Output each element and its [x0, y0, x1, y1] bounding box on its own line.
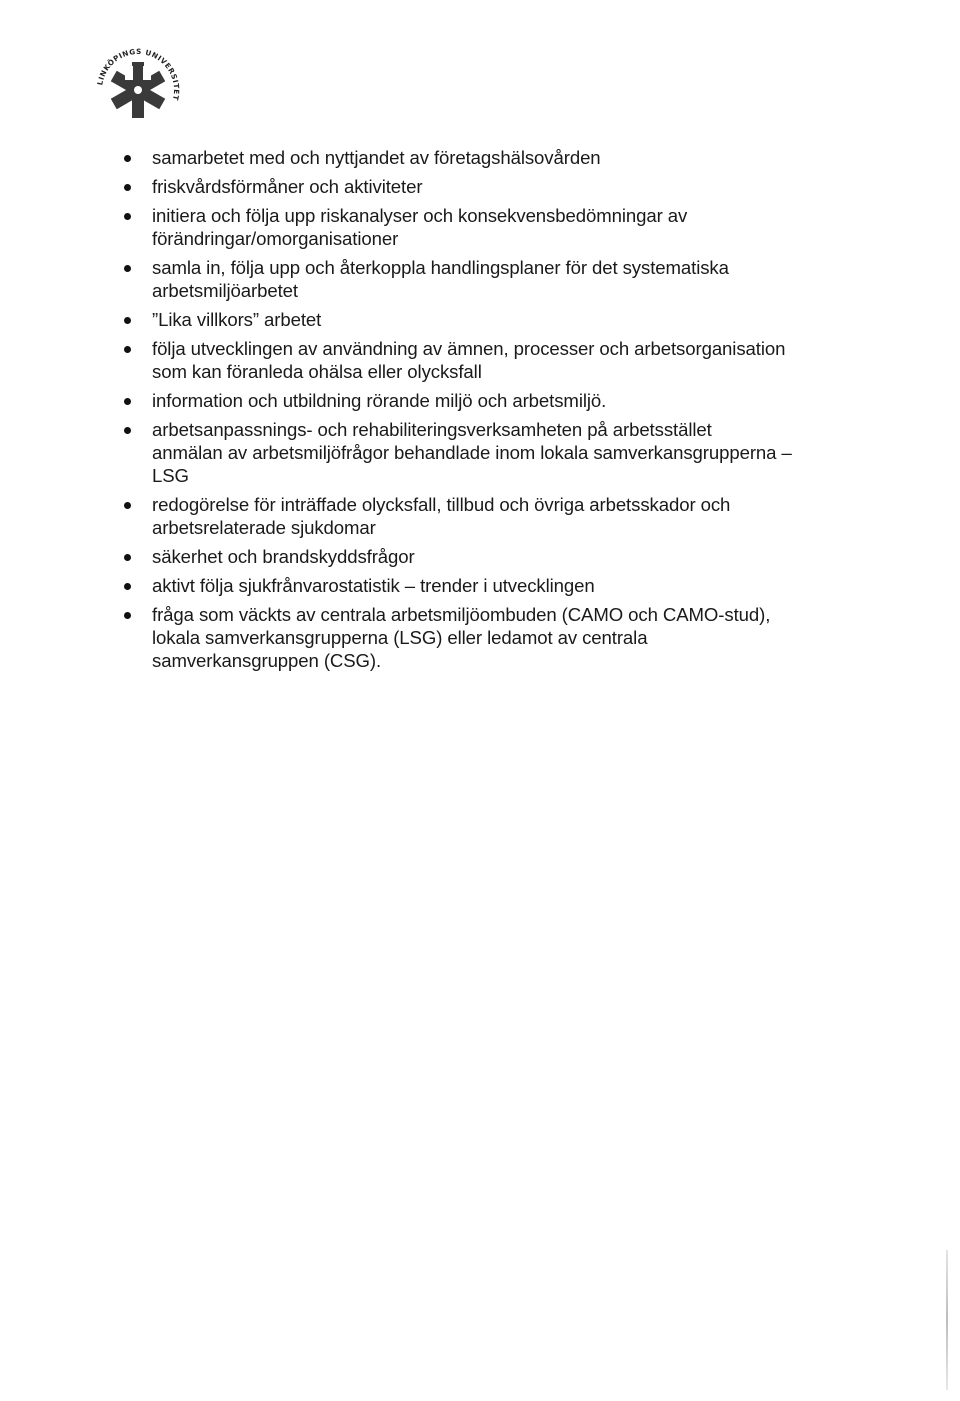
list-item — [120, 603, 880, 672]
bullet-icon — [124, 398, 131, 405]
list-item-text-line: samverkansgruppen (CSG). — [152, 650, 382, 671]
list-item — [120, 175, 880, 198]
list-item-text-line: som kan föranleda ohälsa eller olycksfall — [152, 361, 482, 382]
bullet-icon — [124, 583, 131, 590]
list-item-text-line: följa utvecklingen av användning av ämnen, processer och arbetsorganisation — [152, 338, 786, 359]
bullet-icon — [124, 554, 131, 561]
list-item-text-line: arbetsrelaterade sjukdomar — [152, 517, 376, 538]
list-item — [120, 389, 880, 412]
bullet-icon — [124, 213, 131, 220]
bullet-icon — [124, 427, 131, 434]
list-item-text-line: förändringar/omorganisationer — [152, 228, 399, 249]
list-item-text-line: aktivt följa sjukfrånvarostatistik – trender i utvecklingen — [152, 575, 595, 596]
bullet-icon — [124, 184, 131, 191]
list-item-text-line: ”Lika villkors” arbetet — [152, 309, 322, 330]
list-item-text-line: LSG — [152, 465, 189, 486]
bullet-icon — [124, 502, 131, 509]
bullet-icon — [124, 155, 131, 162]
list-item — [120, 204, 880, 250]
list-item-text-line: lokala samverkansgrupperna (LSG) eller ledamot av centrala — [152, 627, 648, 648]
list-item — [120, 574, 880, 597]
list-item — [120, 545, 880, 568]
list-item-text-line: anmälan av arbetsmiljöfrågor behandlade inom lokala samverkansgrupperna – — [152, 442, 792, 463]
list-item — [120, 337, 880, 383]
bullet-icon — [124, 612, 131, 619]
list-item — [120, 308, 880, 331]
list-item-text-line: fråga som väckts av centrala arbetsmiljöombuden (CAMO och CAMO-stud), — [152, 604, 771, 625]
list-item-text-line: säkerhet och brandskyddsfrågor — [152, 546, 415, 567]
list-item — [120, 493, 880, 539]
scan-edge-mark — [946, 1250, 948, 1390]
responsibility-list — [120, 146, 880, 678]
list-item-text-line: redogörelse för inträffade olycksfall, tillbud och övriga arbetsskador och — [152, 494, 731, 515]
list-item-text-line: friskvårdsförmåner och aktiviteter — [152, 176, 423, 197]
bullet-icon — [124, 317, 131, 324]
list-item-text-line: samla in, följa upp och återkoppla handlingsplaner för det systematiska — [152, 257, 729, 278]
list-item-text-line: arbetsmiljöarbetet — [152, 280, 298, 301]
bullet-icon — [124, 265, 131, 272]
list-item — [120, 146, 880, 169]
seal-text: LINKÖPINGS UNIVERSITET — [95, 46, 182, 102]
list-item-text-line: arbetsanpassnings- och rehabiliteringsverksamheten på arbetsstället — [152, 419, 712, 440]
university-logo — [88, 44, 188, 132]
list-item-text-line: information och utbildning rörande miljö och arbetsmiljö. — [152, 390, 607, 411]
list-item-text-line: samarbetet med och nyttjandet av företagshälsovården — [152, 147, 601, 168]
list-item — [120, 418, 880, 487]
list-item — [120, 256, 880, 302]
list-item-text-line: initiera och följa upp riskanalyser och konsekvensbedömningar av — [152, 205, 688, 226]
university-seal-icon — [88, 44, 188, 132]
bullet-icon — [124, 346, 131, 353]
